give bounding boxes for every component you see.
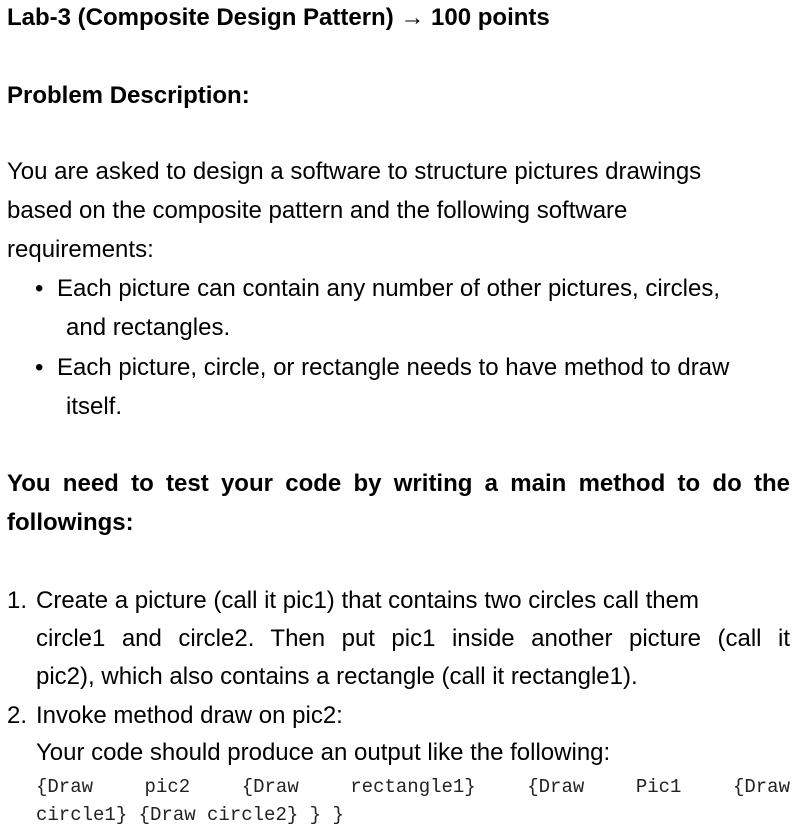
step-item [7, 701, 343, 731]
step-number: 1. [7, 587, 28, 614]
step-text: Create a picture (call it pic1) that contains two circles call them [36, 587, 699, 614]
bullet-continuation: and rectangles. [66, 314, 231, 341]
bullet-text: Each picture, circle, or rectangle needs to have method to draw [57, 354, 730, 381]
code-output-line-2: circle1} {Draw circle2} } } [36, 804, 344, 826]
bullet-continuation: itself. [66, 393, 123, 420]
step-continuation: Your code should produce an output like the following: [36, 739, 611, 766]
bullet-item [35, 353, 729, 383]
intro-line-3: requirements: [7, 236, 154, 263]
test-heading-line-2: followings: [7, 509, 134, 536]
test-heading-line-1: You need to test your code by writing a main method to do the [7, 470, 790, 497]
intro-line-2: based on the composite pattern and the following software [7, 197, 628, 224]
lab-title: Lab-3 (Composite Design Pattern) → 100 points [7, 4, 550, 31]
step-number: 2. [7, 702, 28, 729]
bullet-icon: • [35, 275, 44, 302]
problem-heading: Problem Description: [7, 82, 250, 109]
step-continuation: pic2), which also contains a rectangle (call it rectangle1). [36, 663, 638, 690]
bullet-text: Each picture can contain any number of other pictures, circles, [57, 275, 720, 302]
step-continuation: circle1 and circle2. Then put pic1 inside another picture (call it [36, 625, 790, 652]
step-text: Invoke method draw on pic2: [36, 702, 343, 729]
step-item [7, 586, 699, 616]
bullet-item [35, 274, 720, 304]
intro-line-1: You are asked to design a software to structure pictures drawings [7, 158, 702, 185]
code-output-line-1: {Draw pic2 {Draw rectangle1} {Draw Pic1 {Draw [36, 776, 790, 798]
bullet-icon: • [35, 354, 44, 381]
